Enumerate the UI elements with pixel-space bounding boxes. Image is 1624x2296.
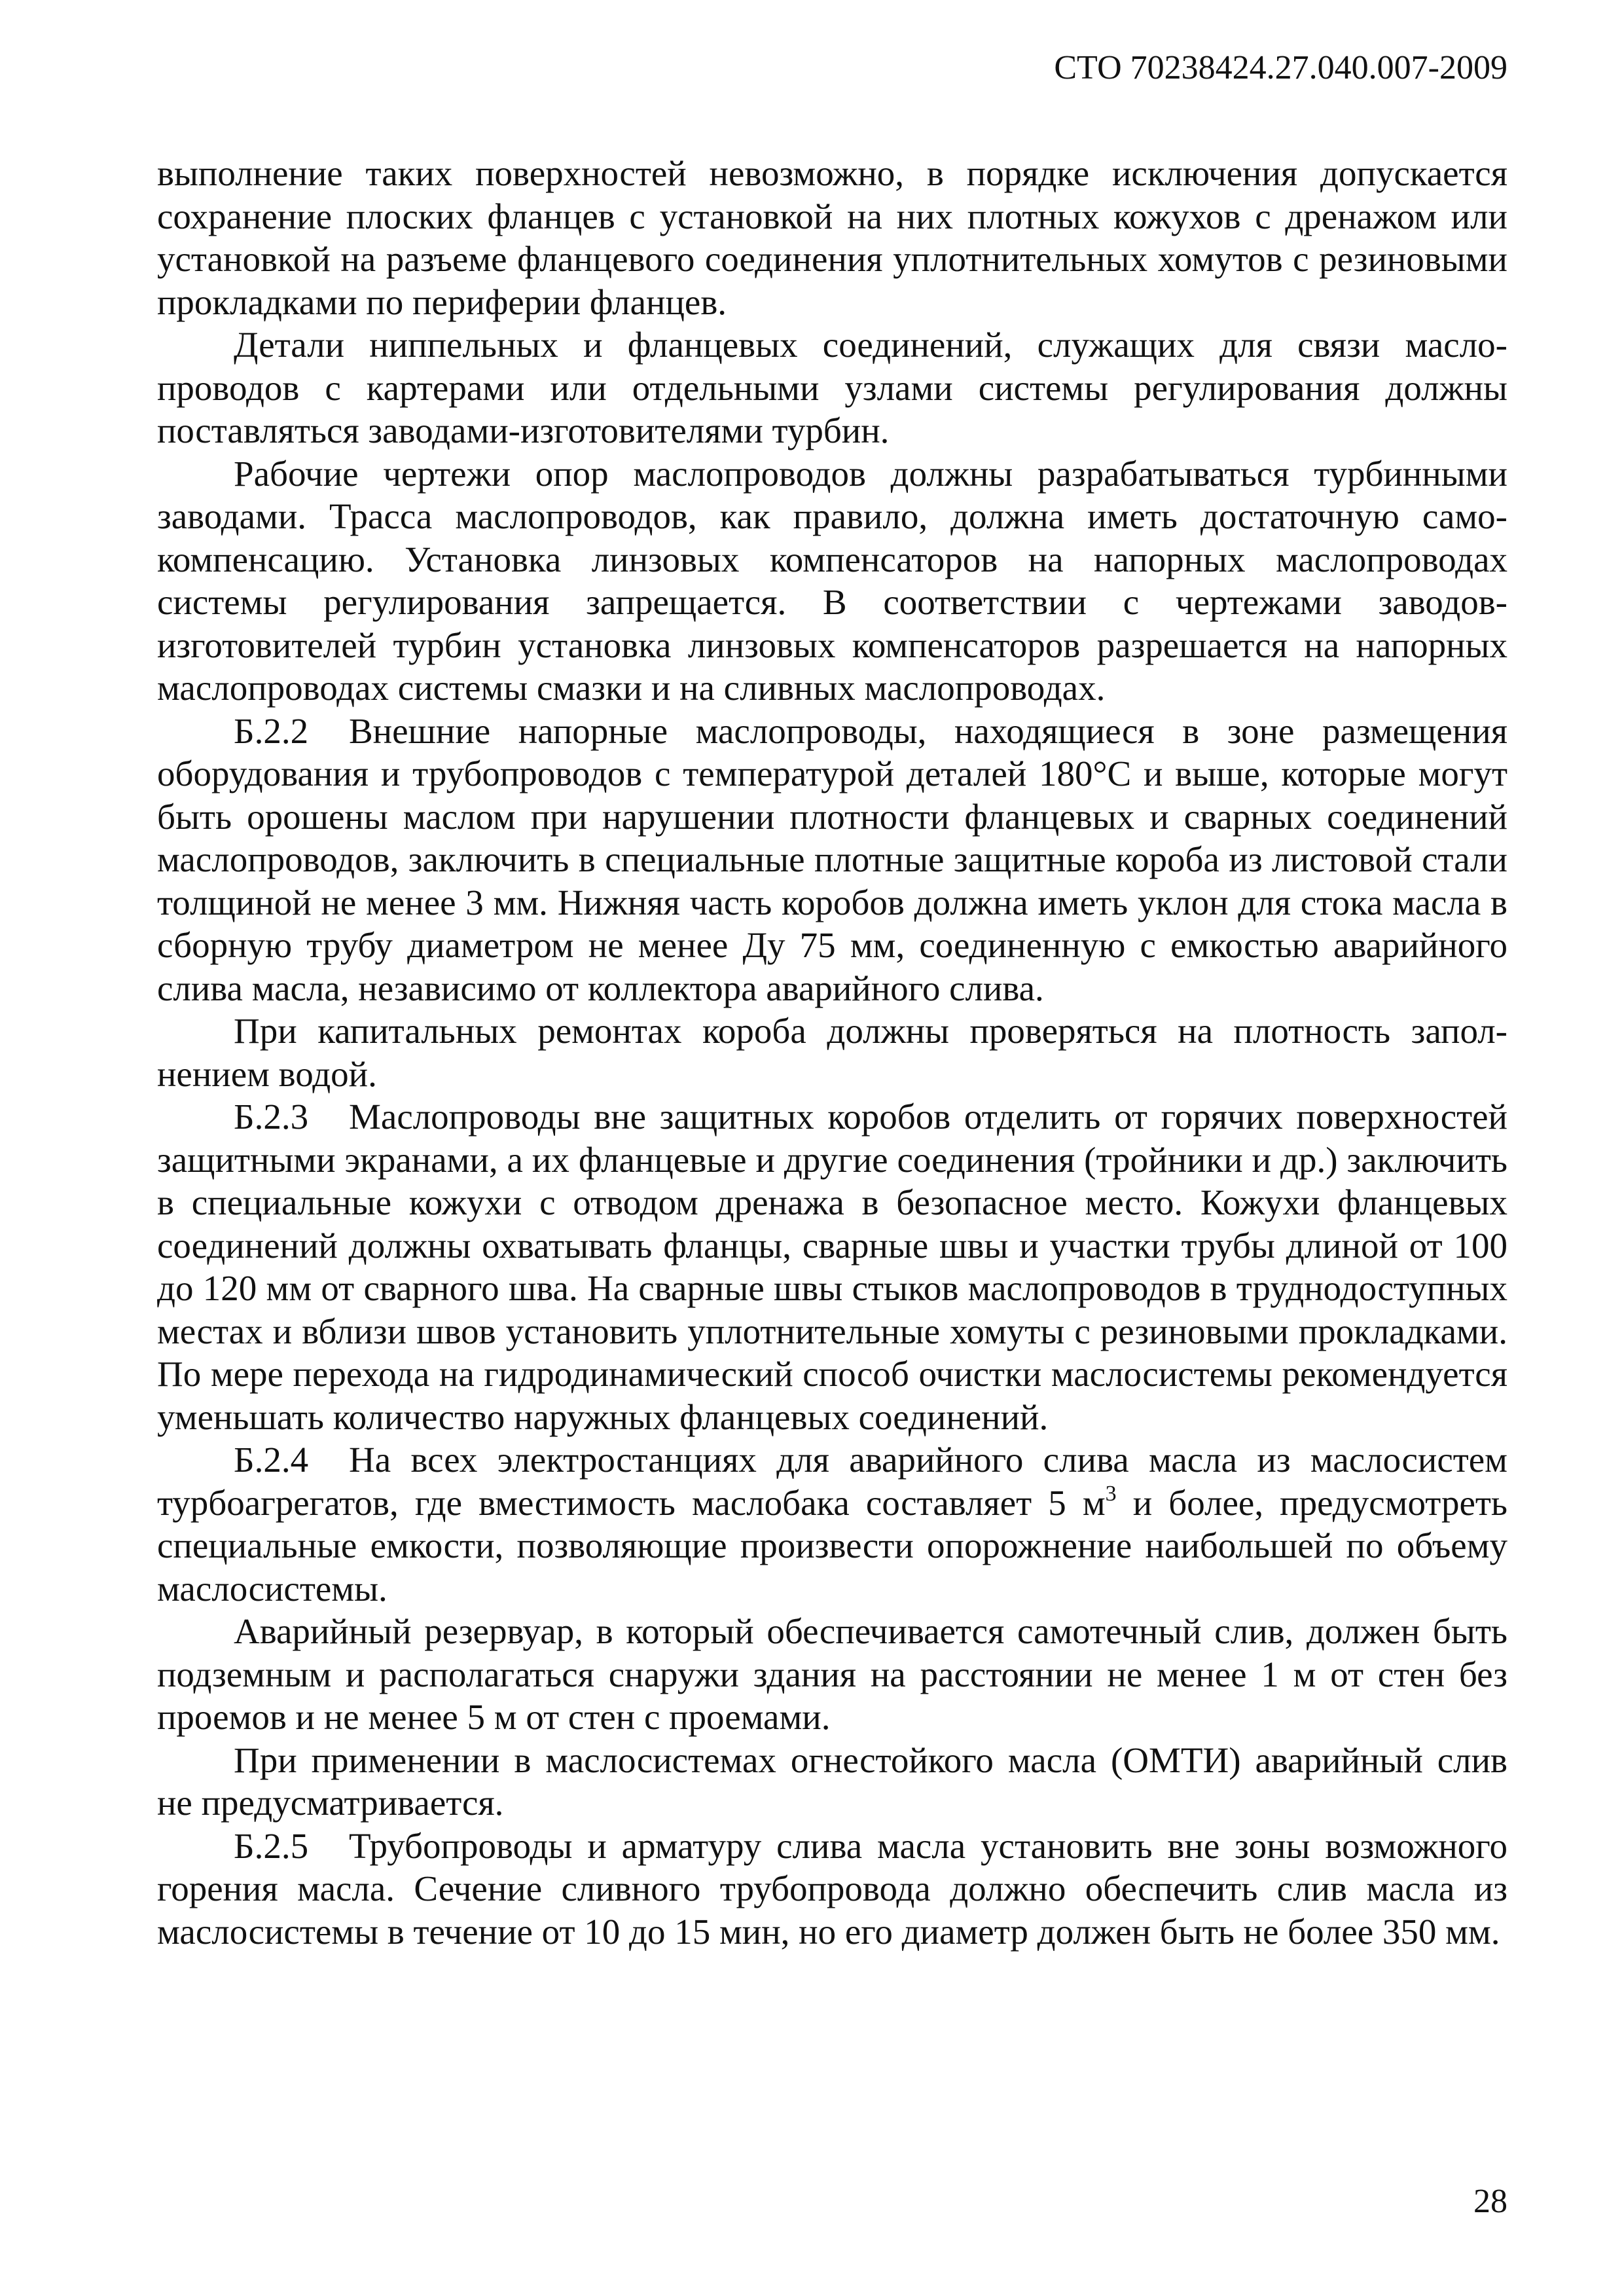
paragraph-text: На всех электростанциях для аварийного слива масла из маслосистем турбоагрегатов, где вместимость маслобака составляет 5 м [157, 1440, 1507, 1523]
page-number: 28 [1473, 2183, 1507, 2220]
section-number: Б.2.4 [234, 1440, 309, 1480]
paragraph: Аварийный резервуар, в который обеспечивается самотечный слив, должен быть подземным и располагаться снаружи здания на расстоянии не менее 1 м от стен без проемов и не менее 5 м от стен с проемами. [157, 1611, 1507, 1737]
section-number: Б.2.3 [234, 1097, 309, 1137]
paragraph: Рабочие чертежи опор маслопроводов должны разрабатываться турбинными заводами. Трасса маслопроводов, как правило, должна иметь достаточную самокомпенсацию. Установка линзовых компенсаторов на напорных маслопроводах системы регулирования запрещается. В соответствии с чертежами заводов-изготовителей турбин установка линзовых компенсаторов разрешается на напорных маслопроводах системы смазки и на сливных маслопроводах. [157, 453, 1507, 708]
section-number: Б.2.2 [234, 710, 309, 751]
paragraph-text: и более, предусмотреть специальные емкости, позволяющие произвести опорожнение наибольшей по объему маслосистемы. [157, 1482, 1507, 1609]
paragraph-text: Трубопроводы и арматуру слива масла установить вне зоны возможного горения масла. Сечение сливного трубопровода должно обеспечить слив масла из маслосистемы в течение от 10 до 15 мин, но его диаметр должен быть не более 350 мм. [157, 1825, 1507, 1952]
paragraph [157, 1438, 1507, 1610]
section-number: Б.2.5 [234, 1825, 309, 1866]
document-body [157, 152, 1507, 1953]
paragraph: При капитальных ремонтах короба должны проверяться на плотность заполнением водой. [157, 1011, 1507, 1094]
paragraph: При применении в маслосистемах огнестойкого масла (ОМТИ) аварийный слив не предусматривается. [157, 1740, 1507, 1823]
paragraph [157, 1095, 1507, 1438]
paragraph-text: Маслопроводы вне защитных коробов отделить от горячих поверхностей защитными экранами, а их фланцевые и другие соединения (тройники и др.) заключить в специальные кожухи с отводом дренажа в безопасное место. Кожухи фланцевых соединений должны охватывать фланцы, сварные швы и участки трубы длиной от 100 до 120 мм от сварного шва. На сварные швы стыков маслопроводов в труднодоступных местах и вблизи швов установить уплотнительные хомуты с резиновыми прокладками. По мере перехода на гидродинамический способ очистки маслосистемы рекомендуется уменьшать количество наружных фланцевых соединений. [157, 1097, 1507, 1437]
paragraph [157, 710, 1507, 1010]
paragraph [157, 1825, 1507, 1954]
superscript-exponent: 3 [1105, 1481, 1117, 1506]
paragraph-text: Внешние напорные маслопроводы, находящиеся в зоне размещения оборудования и трубопроводов с температурой деталей 180°С и выше, которые могут быть орошены маслом при нарушении плотности фланцевых и сварных соединений маслопроводов, заключить в специальные плотные защитные короба из листовой стали толщиной не менее 3 мм. Нижняя часть коробов должна иметь уклон для стока масла в сборную трубу диаметром не менее Ду 75 мм, соединенную с емкостью аварийного слива масла, независимо от коллектора аварийного слива. [157, 710, 1507, 1008]
paragraph: выполнение таких поверхностей невозможно, в порядке исключения допускается сохранение плоских фланцев с установкой на них плотных кожухов с дренажом или установкой на разъеме фланцевого соединения уплотнительных хомутов с резиновыми прокладками по периферии фланцев. [157, 153, 1507, 322]
document-code: СТО 70238424.27.040.007-2009 [1054, 49, 1507, 86]
paragraph: Детали ниппельных и фланцевых соединений, служащих для связи маслопроводов с картерами или отдельными узлами системы регулирования должны поставляться заводами-изготовителями турбин. [157, 325, 1507, 450]
